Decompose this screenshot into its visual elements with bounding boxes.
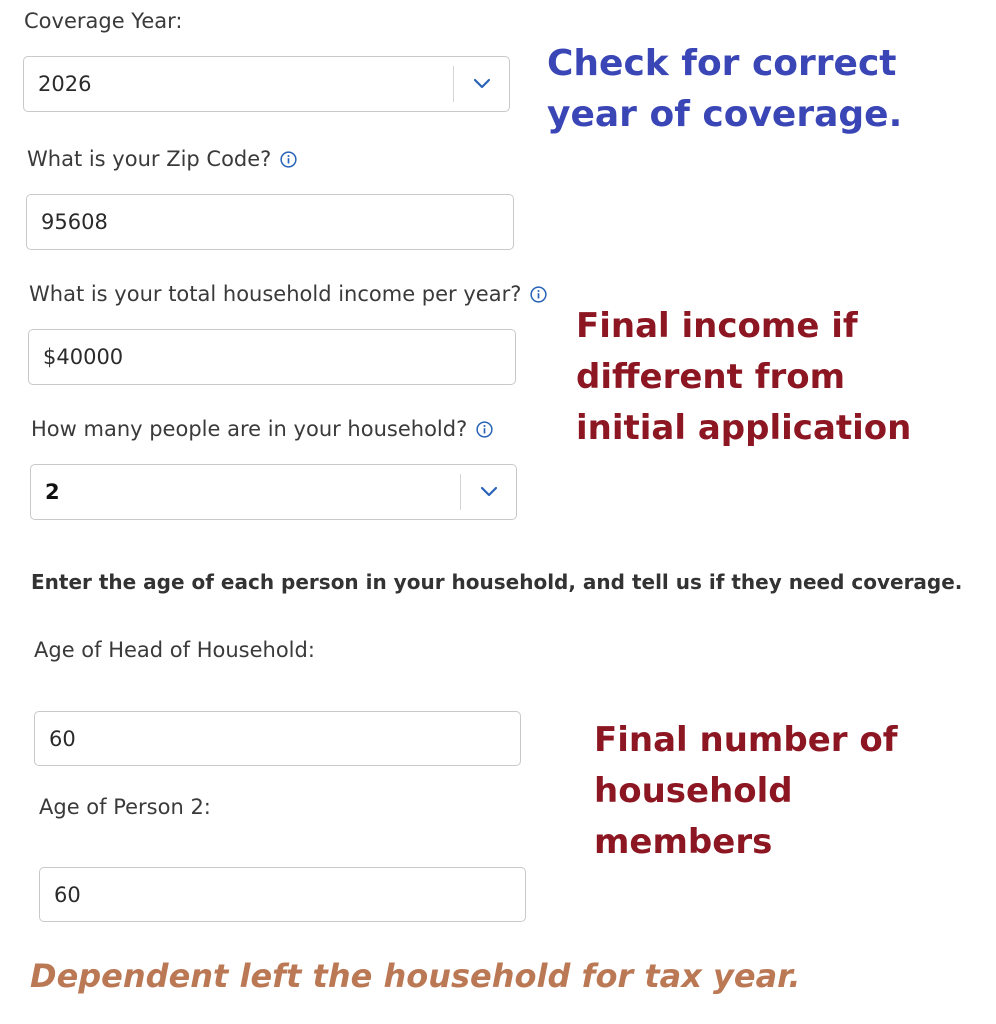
income-annotation (576, 301, 911, 454)
info-circle-icon[interactable] (530, 286, 547, 303)
coverage-year-label (24, 8, 182, 34)
household-size-label-text: How many people are in your household? (31, 417, 468, 441)
dependent-annotation: Dependent left the household for tax year. (30, 957, 801, 995)
annotation-line: different from (576, 357, 846, 397)
income-label (29, 281, 547, 307)
select-divider (453, 66, 454, 102)
income-input[interactable] (28, 329, 516, 385)
annotation-line: Final income if (576, 306, 858, 346)
annotation-line: Final number of (594, 720, 898, 760)
annotation-line: household (594, 771, 793, 811)
chevron-down-icon[interactable] (479, 486, 499, 498)
person-2-age-label (39, 794, 211, 820)
household-size-value: 2 (45, 480, 60, 504)
coverage-year-value: 2026 (38, 72, 92, 96)
zip-code-value: 95608 (41, 210, 108, 234)
zip-code-label-text: What is your Zip Code? (27, 147, 272, 171)
coverage-year-select[interactable] (23, 56, 510, 112)
chevron-down-icon[interactable] (472, 78, 492, 90)
ages-section-heading: Enter the age of each person in your household, and tell us if they need coverage. (31, 570, 963, 594)
annotation-line: year of coverage. (547, 94, 903, 135)
head-of-household-age-input[interactable] (34, 711, 521, 766)
person-2-age-value: 60 (54, 882, 81, 907)
annotation-line: Check for correct (547, 43, 897, 84)
income-value: $40000 (43, 345, 124, 369)
annotation-line: initial application (576, 408, 912, 448)
zip-code-input[interactable] (26, 194, 514, 250)
info-circle-icon[interactable] (476, 421, 493, 438)
select-divider (460, 474, 461, 510)
person-2-age-label-text: Age of Person 2: (39, 795, 211, 819)
head-of-household-age-label-text: Age of Head of Household: (34, 638, 315, 662)
person-2-age-input[interactable] (39, 867, 526, 922)
household-annotation (594, 715, 898, 868)
zip-code-label (27, 146, 297, 172)
income-label-text: What is your total household income per year? (29, 282, 522, 306)
coverage-year-annotation (547, 38, 902, 140)
household-size-select[interactable] (30, 464, 517, 520)
coverage-year-label-text: Coverage Year: (24, 9, 183, 33)
head-of-household-age-label (34, 637, 315, 663)
household-size-label (31, 416, 493, 442)
head-of-household-age-value: 60 (49, 726, 76, 751)
annotation-line: members (594, 822, 773, 862)
info-circle-icon[interactable] (280, 151, 297, 168)
